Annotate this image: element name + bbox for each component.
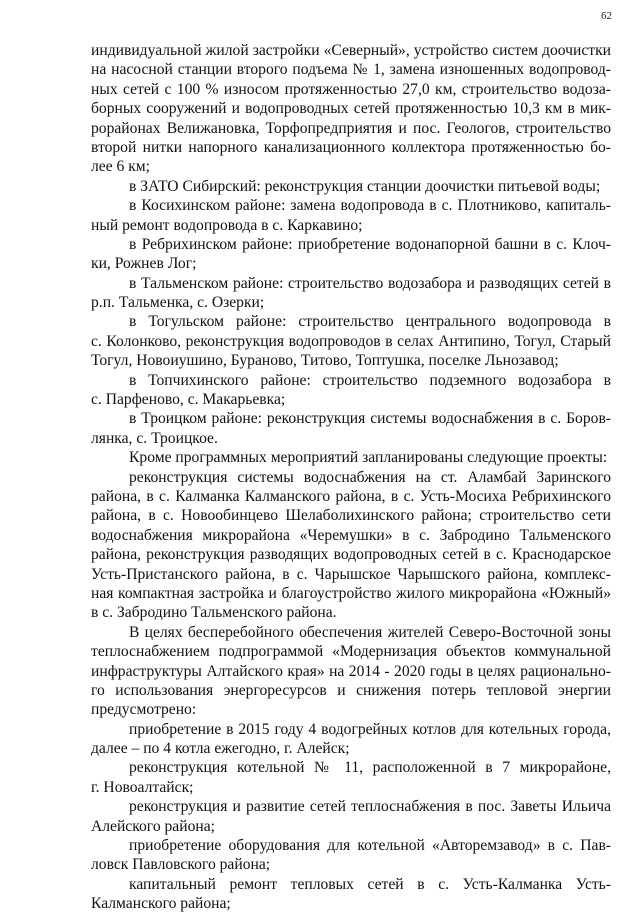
text-line: капитальный ремонт тепловых сетей в с. Усть-Калманка Усть- bbox=[129, 875, 611, 893]
text-line: г. Новоалтайск; bbox=[91, 778, 194, 796]
text-line: Тогул, Новоиушино, Бураново, Титово, Топтушка, поселке Льнозавод; bbox=[91, 352, 559, 370]
text-line: в с. Забродино Тальменского района. bbox=[91, 604, 337, 622]
text-line: предусмотрено: bbox=[91, 701, 197, 719]
text-line: приобретение в 2015 году 4 водогрейных котлов для котельных города, bbox=[129, 720, 611, 738]
text-line: В целях бесперебойного обеспечения жителей Северо-Восточной зоны bbox=[129, 623, 611, 641]
text-line: в Топчихинского районе: строительство подземного водозабора в bbox=[129, 371, 611, 389]
text-line: р.п. Тальменка, с. Озерки; bbox=[91, 294, 265, 312]
text-line: Кроме программных мероприятий запланированы следующие проекты: bbox=[129, 449, 608, 467]
text-line: Калманского района; bbox=[91, 895, 231, 913]
text-line: Алейского района; bbox=[91, 817, 215, 835]
text-line: далее – по 4 котла ежегодно, г. Алейск; bbox=[91, 740, 350, 758]
text-line: в Троицком районе: реконструкция системы водоснабжения в с. Боров- bbox=[129, 410, 611, 428]
body-text bbox=[91, 41, 611, 914]
text-line: района, в с. Новообинцево Шелаболихинского района; строительство сети bbox=[91, 507, 611, 525]
text-line: ки, Рожнев Лог; bbox=[91, 255, 197, 273]
page-number: 62 bbox=[601, 10, 612, 22]
text-line: с. Парфеново, с. Макарьевка; bbox=[91, 391, 286, 409]
text-line: ловск Павловского района; bbox=[91, 856, 271, 874]
text-line: ная компактная застройка и благоустройство жилого микрорайона «Южный» bbox=[91, 584, 611, 602]
text-line: в Ребрихинском районе: приобретение водонапорной башни в с. Клоч- bbox=[129, 235, 611, 253]
text-line: в Тальменском районе: строительство водозабора и разводящих сетей в bbox=[129, 274, 611, 292]
text-line: борных сооружений и водопроводных сетей протяженностью 10,3 км в мик- bbox=[91, 100, 611, 118]
text-line: на насосной станции второго подъема № 1, замена изношенных водопровод- bbox=[91, 61, 611, 79]
text-line: в Тогульском районе: строительство центрального водопровода в bbox=[129, 313, 611, 331]
text-line: в Косихинском районе: замена водопровода в с. Плотниково, капиталь- bbox=[129, 197, 611, 215]
text-line: второй нитки напорного канализационного коллектора протяженностью бо- bbox=[91, 138, 611, 156]
text-line: ных сетей с 100 % износом протяженностью 27,0 км, строительство водоза- bbox=[91, 80, 611, 98]
text-line: рорайонах Велижановка, Торфопредприятия и пос. Геологов, строительство bbox=[91, 119, 611, 137]
text-line: водоснабжения микрорайона «Черемушки» в с. Забродино Тальменского bbox=[91, 526, 611, 544]
text-line: теплоснабжением подпрограммой «Модернизация объектов коммунальной bbox=[91, 643, 611, 661]
text-line: го использования энергоресурсов и снижения потерь тепловой энергии bbox=[91, 681, 611, 699]
text-line: района, реконструкция разводящих водопроводных сетей в с. Краснодарское bbox=[91, 546, 611, 564]
text-line: инфраструктуры Алтайского края» на 2014 - 2020 годы в целях рационально- bbox=[91, 662, 611, 680]
text-line: приобретение оборудования для котельной «Авторемзавод» в с. Пав- bbox=[129, 837, 611, 855]
text-line: лее 6 км; bbox=[91, 158, 150, 176]
text-line: реконструкция и развитие сетей теплоснабжения в пос. Заветы Ильича bbox=[129, 798, 611, 816]
text-line: Усть-Пристанского района, в с. Чарышское Чарышского района, комплекс- bbox=[91, 565, 611, 583]
text-line: индивидуальной жилой застройки «Северный», устройство систем доочистки bbox=[91, 42, 611, 59]
text-line: реконструкция системы водоснабжения на ст. Аламбай Заринского bbox=[129, 468, 611, 486]
text-line: в ЗАТО Сибирский: реконструкция станции доочистки питьевой воды; bbox=[129, 177, 601, 195]
text-line: района, в с. Калманка Калманского района, в с. Усть-Мосиха Ребрихинского bbox=[91, 487, 611, 505]
text-line: лянка, с. Троицкое. bbox=[91, 429, 218, 447]
text-line: ный ремонт водопровода в с. Каркавино; bbox=[91, 216, 363, 234]
text-line: с. Колонково, реконструкция водопроводов в селах Антипино, Тогул, Старый bbox=[91, 332, 611, 350]
text-line: реконструкция котельной № 11, расположенной в 7 микрорайоне, bbox=[129, 759, 611, 777]
